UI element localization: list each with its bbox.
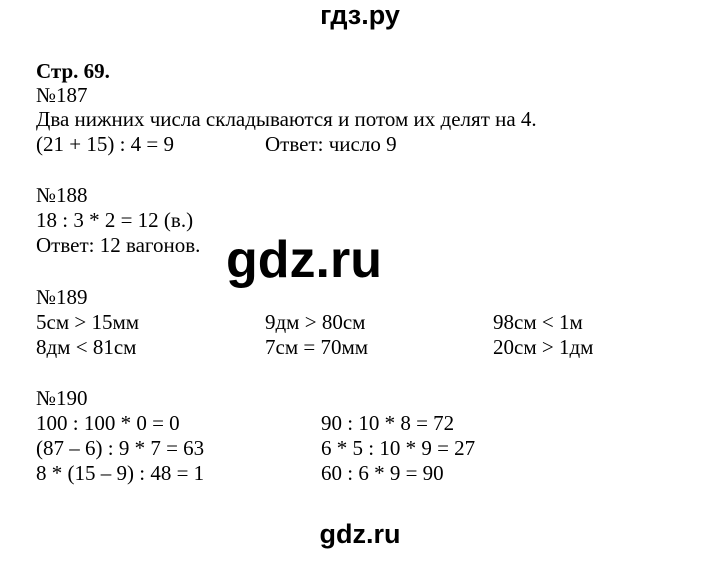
task-189-cell: 20см > 1дм [493,335,594,359]
task-189-cell: 8дм < 81см [36,335,137,359]
task-190-cell: 8 * (15 – 9) : 48 = 1 [36,461,205,485]
task-188-equation: 18 : 3 * 2 = 12 (в.) [36,208,194,232]
watermark-bottom: gdz.ru [319,519,401,549]
task-190-cell: 100 : 100 * 0 = 0 [36,411,180,435]
task-189-cell: 7см = 70мм [265,335,369,359]
task-189-number: №189 [36,285,88,309]
task-189-cell: 5см > 15мм [36,310,140,334]
task-189-cell: 9дм > 80см [265,310,366,334]
task-190-cell: 60 : 6 * 9 = 90 [321,461,444,485]
task-188-answer: Ответ: 12 вагонов. [36,233,201,257]
task-187-answer: Ответ: число 9 [265,132,397,156]
task-188-number: №188 [36,183,88,207]
watermark-middle: gdz.ru [226,231,382,289]
task-187-equation: (21 + 15) : 4 = 9 [36,132,175,156]
task-187-text: Два нижних числа складываются и потом их делят на 4. [36,107,537,131]
watermark-top: гдз.ру [320,0,400,30]
task-190-cell: 6 * 5 : 10 * 9 = 27 [321,436,476,460]
task-190-cell: 90 : 10 * 8 = 72 [321,411,455,435]
task-189-cell: 98см < 1м [493,310,583,334]
task-187-number: №187 [36,83,88,107]
page-reference: Стр. 69. [36,59,110,83]
task-190-cell: (87 – 6) : 9 * 7 = 63 [36,436,205,460]
task-190-number: №190 [36,386,88,410]
